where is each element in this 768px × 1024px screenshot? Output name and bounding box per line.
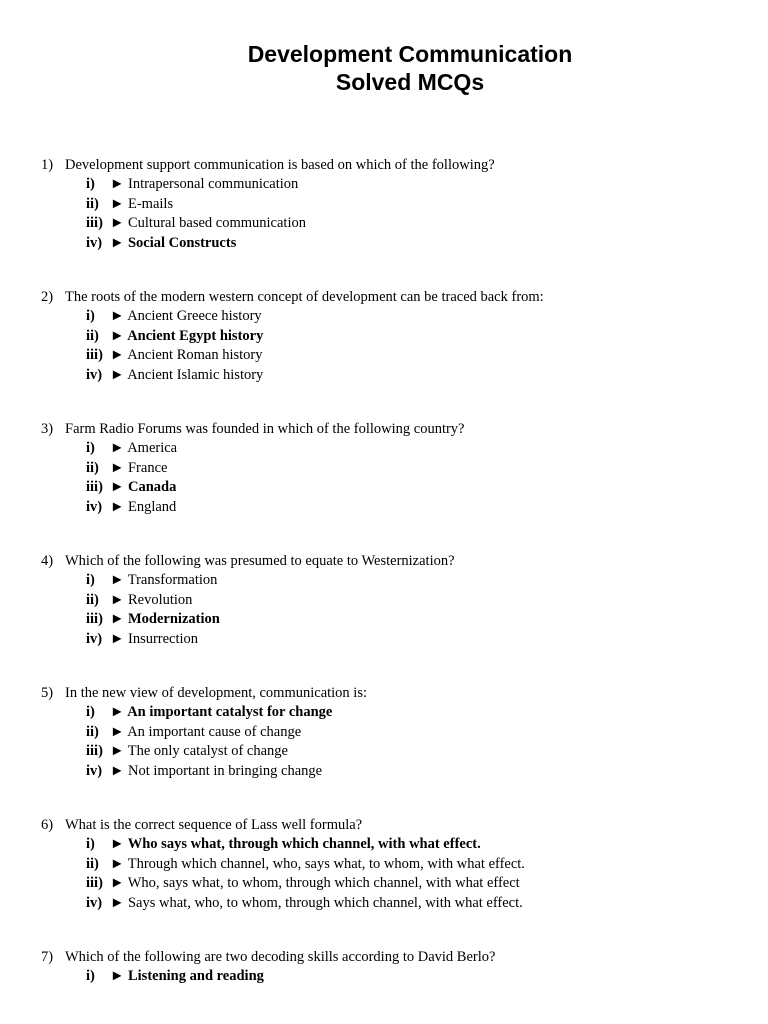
option-text: England bbox=[127, 498, 177, 515]
answer-option bbox=[0, 366, 768, 386]
option-body bbox=[110, 366, 263, 386]
answer-option bbox=[0, 591, 768, 611]
answer-option bbox=[0, 307, 768, 327]
option-text: Modernization bbox=[127, 611, 220, 627]
arrow-right-icon: ► bbox=[110, 723, 125, 740]
option-body bbox=[110, 498, 176, 518]
question-line bbox=[0, 815, 768, 835]
option-number: i) bbox=[86, 968, 95, 984]
answer-option bbox=[0, 346, 768, 366]
option-text: Social Constructs bbox=[127, 234, 237, 251]
option-number: iii) bbox=[86, 875, 103, 891]
arrow-right-icon: ► bbox=[110, 630, 125, 647]
option-text: Who says what, through which channel, with what effect. bbox=[127, 836, 481, 852]
arrow-right-icon: ► bbox=[110, 591, 125, 608]
question-number: 5) bbox=[41, 685, 54, 701]
option-body bbox=[110, 703, 332, 723]
option-text: Who, says what, to whom, through which channel, with what effect bbox=[127, 875, 520, 891]
option-body bbox=[110, 630, 198, 650]
answer-option bbox=[0, 175, 768, 195]
option-body bbox=[110, 967, 264, 987]
question-text: The roots of the modern western concept of development can be traced back from: bbox=[65, 289, 544, 305]
option-body bbox=[110, 855, 525, 875]
answer-option-correct bbox=[0, 967, 768, 987]
option-text: Ancient Egypt history bbox=[127, 327, 264, 344]
option-text: Transformation bbox=[127, 572, 218, 588]
question-list bbox=[0, 155, 768, 1021]
arrow-right-icon: ► bbox=[110, 215, 125, 231]
option-text: Insurrection bbox=[127, 630, 199, 647]
option-body bbox=[110, 214, 306, 234]
option-body bbox=[110, 874, 520, 894]
option-number: iii) bbox=[86, 347, 103, 363]
option-body bbox=[110, 762, 322, 782]
option-number: i) bbox=[86, 836, 95, 852]
title-line-2: Solved MCQs bbox=[335, 69, 485, 95]
arrow-right-icon: ► bbox=[110, 836, 125, 852]
option-body bbox=[110, 835, 481, 855]
option-text: Through which channel, who, says what, to whom, with what effect. bbox=[127, 855, 525, 872]
option-number: iv) bbox=[86, 630, 103, 647]
question-text: Development support communication is based on which of the following? bbox=[65, 157, 495, 173]
question-text: Farm Radio Forums was founded in which of the following country? bbox=[65, 421, 465, 437]
arrow-right-icon: ► bbox=[110, 855, 125, 872]
option-number: i) bbox=[86, 704, 95, 720]
option-body bbox=[110, 610, 220, 630]
arrow-right-icon: ► bbox=[110, 459, 125, 476]
answer-option bbox=[0, 630, 768, 650]
option-body bbox=[110, 439, 177, 459]
arrow-right-icon: ► bbox=[110, 894, 125, 911]
question-item bbox=[0, 683, 768, 781]
option-number: iv) bbox=[86, 234, 103, 251]
answer-option bbox=[0, 214, 768, 234]
question-line bbox=[0, 419, 768, 439]
option-number: iii) bbox=[86, 479, 103, 495]
arrow-right-icon: ► bbox=[110, 498, 125, 515]
option-body bbox=[110, 346, 263, 366]
question-item bbox=[0, 419, 768, 517]
question-line bbox=[0, 683, 768, 703]
question-text: Which of the following was presumed to equate to Westernization? bbox=[65, 553, 455, 569]
option-text: Says what, who, to whom, through which channel, with what effect. bbox=[127, 894, 523, 911]
question-number: 3) bbox=[41, 421, 54, 437]
question-number: 2) bbox=[41, 289, 54, 305]
answer-option bbox=[0, 874, 768, 894]
arrow-right-icon: ► bbox=[110, 347, 125, 363]
answer-option bbox=[0, 723, 768, 743]
answer-option bbox=[0, 762, 768, 782]
option-body bbox=[110, 723, 301, 743]
document-title bbox=[0, 40, 768, 96]
arrow-right-icon: ► bbox=[110, 308, 125, 324]
answer-option bbox=[0, 439, 768, 459]
answer-option bbox=[0, 894, 768, 914]
option-body bbox=[110, 478, 176, 498]
answer-option-correct bbox=[0, 835, 768, 855]
option-body bbox=[110, 307, 262, 327]
option-text: Ancient Roman history bbox=[127, 347, 263, 363]
question-text: Which of the following are two decoding skills according to David Berlo? bbox=[65, 949, 496, 965]
option-number: iv) bbox=[86, 762, 103, 779]
arrow-right-icon: ► bbox=[110, 195, 125, 212]
option-text: Cultural based communication bbox=[127, 215, 306, 231]
question-item bbox=[0, 155, 768, 253]
option-body bbox=[110, 571, 217, 591]
question-item bbox=[0, 947, 768, 987]
question-line bbox=[0, 947, 768, 967]
arrow-right-icon: ► bbox=[110, 611, 125, 627]
arrow-right-icon: ► bbox=[110, 968, 125, 984]
answer-option-correct bbox=[0, 234, 768, 254]
answer-option-correct bbox=[0, 703, 768, 723]
option-number: iv) bbox=[86, 894, 103, 911]
option-number: ii) bbox=[86, 327, 99, 344]
arrow-right-icon: ► bbox=[110, 176, 125, 192]
option-number: ii) bbox=[86, 195, 99, 212]
answer-option bbox=[0, 742, 768, 762]
answer-option bbox=[0, 855, 768, 875]
arrow-right-icon: ► bbox=[110, 440, 125, 456]
arrow-right-icon: ► bbox=[110, 327, 125, 344]
arrow-right-icon: ► bbox=[110, 762, 125, 779]
answer-option-correct bbox=[0, 478, 768, 498]
option-body bbox=[110, 742, 288, 762]
option-text: The only catalyst of change bbox=[127, 743, 288, 759]
option-number: i) bbox=[86, 572, 95, 588]
option-text: France bbox=[127, 459, 168, 476]
option-body bbox=[110, 234, 236, 254]
arrow-right-icon: ► bbox=[110, 234, 125, 251]
option-number: ii) bbox=[86, 855, 99, 872]
arrow-right-icon: ► bbox=[110, 875, 125, 891]
option-number: iii) bbox=[86, 743, 103, 759]
option-number: ii) bbox=[86, 723, 99, 740]
option-text: An important cause of change bbox=[127, 723, 302, 740]
option-number: iii) bbox=[86, 611, 103, 627]
option-body bbox=[110, 195, 173, 215]
answer-option-correct bbox=[0, 327, 768, 347]
option-number: i) bbox=[86, 308, 95, 324]
option-text: Ancient Islamic history bbox=[127, 366, 264, 383]
question-text: In the new view of development, communication is: bbox=[65, 685, 368, 701]
option-text: Ancient Greece history bbox=[127, 308, 262, 324]
arrow-right-icon: ► bbox=[110, 366, 125, 383]
option-text: E-mails bbox=[127, 195, 174, 212]
question-item bbox=[0, 287, 768, 385]
question-number: 7) bbox=[41, 949, 54, 965]
option-text: Revolution bbox=[127, 591, 193, 608]
arrow-right-icon: ► bbox=[110, 572, 125, 588]
arrow-right-icon: ► bbox=[110, 743, 125, 759]
question-item bbox=[0, 551, 768, 649]
option-body bbox=[110, 175, 298, 195]
question-number: 6) bbox=[41, 817, 54, 833]
option-body bbox=[110, 591, 192, 611]
answer-option bbox=[0, 459, 768, 479]
title-line-1: Development Communication bbox=[247, 41, 573, 67]
arrow-right-icon: ► bbox=[110, 704, 125, 720]
question-text: What is the correct sequence of Lass well formula? bbox=[65, 817, 363, 833]
option-body bbox=[110, 459, 167, 479]
answer-option bbox=[0, 195, 768, 215]
option-number: i) bbox=[86, 440, 95, 456]
option-text: Not important in bringing change bbox=[127, 762, 323, 779]
question-number: 4) bbox=[41, 553, 54, 569]
question-line bbox=[0, 551, 768, 571]
answer-option-correct bbox=[0, 610, 768, 630]
question-line bbox=[0, 155, 768, 175]
option-number: ii) bbox=[86, 459, 99, 476]
option-text: An important catalyst for change bbox=[127, 704, 333, 720]
question-line bbox=[0, 287, 768, 307]
option-body bbox=[110, 894, 523, 914]
answer-option bbox=[0, 498, 768, 518]
option-body bbox=[110, 327, 263, 347]
option-number: iv) bbox=[86, 366, 103, 383]
option-text: Canada bbox=[127, 479, 177, 495]
arrow-right-icon: ► bbox=[110, 479, 125, 495]
option-number: iii) bbox=[86, 215, 103, 231]
option-text: Listening and reading bbox=[127, 968, 264, 984]
option-number: ii) bbox=[86, 591, 99, 608]
option-number: i) bbox=[86, 176, 95, 192]
question-number: 1) bbox=[41, 157, 54, 173]
option-text: Intrapersonal communication bbox=[127, 176, 299, 192]
answer-option bbox=[0, 571, 768, 591]
question-item bbox=[0, 815, 768, 913]
option-number: iv) bbox=[86, 498, 103, 515]
option-text: America bbox=[127, 440, 178, 456]
